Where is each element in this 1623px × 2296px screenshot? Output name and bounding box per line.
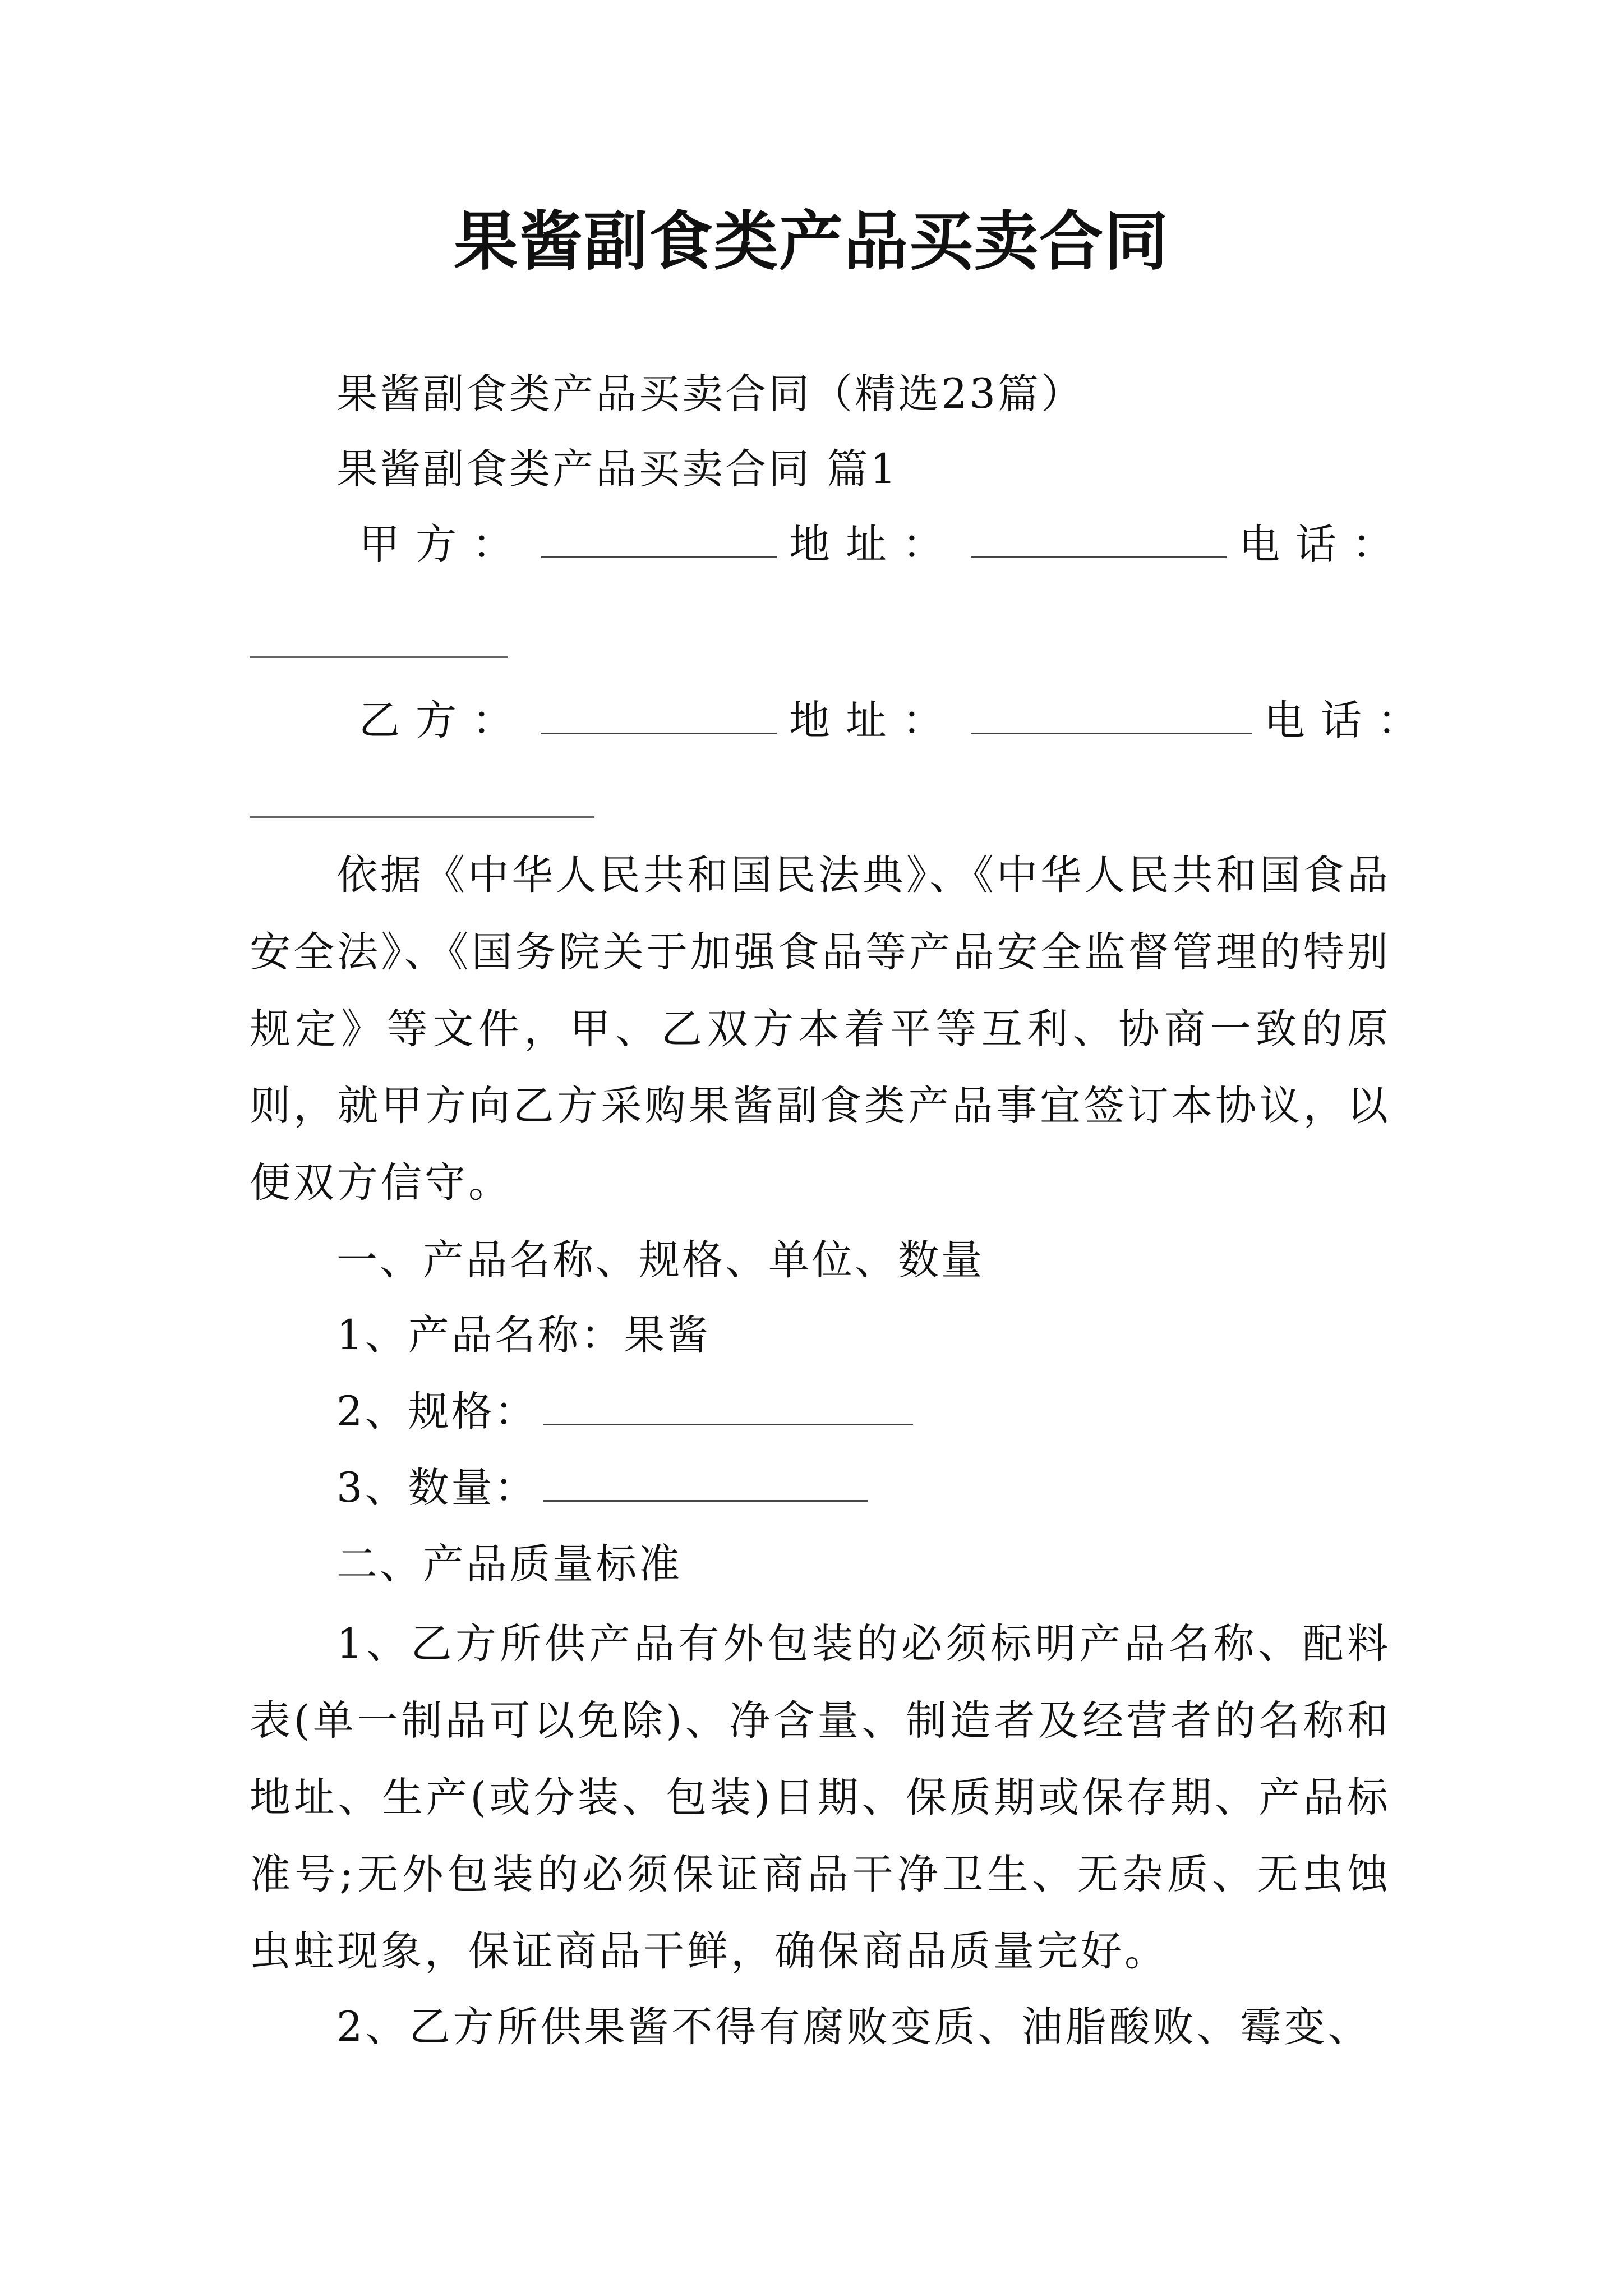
item-3-row	[336, 1457, 1402, 1519]
item-1-product-name: 1、产品名称：果酱	[336, 1312, 711, 1359]
item-2-row	[336, 1381, 1402, 1443]
section-heading: 果酱副食类产品买卖合同 篇1	[336, 445, 898, 493]
document-title: 果酱副食类产品买卖合同	[453, 204, 1169, 279]
party-a-name-field[interactable]	[541, 517, 777, 558]
clause-2-paragraph: 2、乙方所供果酱不得有腐败变质、油脂酸败、霉变、	[336, 2003, 1372, 2051]
party-a-address-field[interactable]	[971, 517, 1227, 558]
item-3-quantity-field[interactable]	[543, 1461, 868, 1502]
party-a-phone-label: 电话：	[1239, 521, 1409, 568]
party-b-phone-field[interactable]	[250, 815, 594, 818]
section-2-title: 二、产品质量标准	[336, 1540, 682, 1588]
preamble-paragraph: 依据《中华人民共和国民法典》、《中华人民共和国食品安全法》、《国务院关于加强食品等产品安全监督管理的特别规定》等文件，甲、乙双方本着平等互利、协商一致的原则，就甲方向乙方采购果酱副食类产品事宜签订本协议，以便双方信守。	[250, 852, 1391, 1207]
item-2-label: 2、规格：	[336, 1388, 538, 1435]
item-3-label: 3、数量：	[336, 1464, 538, 1512]
party-b-row	[359, 690, 1434, 752]
party-a-label: 甲方：	[359, 521, 529, 568]
party-a-address-label: 地址：	[789, 521, 959, 568]
party-b-name-field[interactable]	[541, 693, 777, 734]
party-a-row	[359, 514, 1409, 576]
party-b-phone-label: 电话：	[1264, 697, 1434, 744]
party-b-address-label: 地址：	[789, 697, 959, 744]
party-a-phone-field[interactable]	[250, 655, 508, 658]
document-subtitle: 果酱副食类产品买卖合同（精选23篇）	[336, 370, 1084, 418]
party-b-label: 乙方：	[359, 697, 529, 744]
party-b-address-field[interactable]	[971, 693, 1252, 734]
section-1-title: 一、产品名称、规格、单位、数量	[336, 1236, 984, 1284]
item-2-spec-field[interactable]	[543, 1384, 913, 1425]
clause-1-paragraph: 1、乙方所供产品有外包装的必须标明产品名称、配料表(单一制品可以免除)、净含量、制造者及经营者的名称和地址、生产(或分装、包装)日期、保质期或保存期、产品标准号;无外包装的必须保证商品干净卫生、无杂质、无虫蚀虫蛀现象，保证商品干鲜，确保商品质量完好。	[250, 1620, 1391, 1975]
